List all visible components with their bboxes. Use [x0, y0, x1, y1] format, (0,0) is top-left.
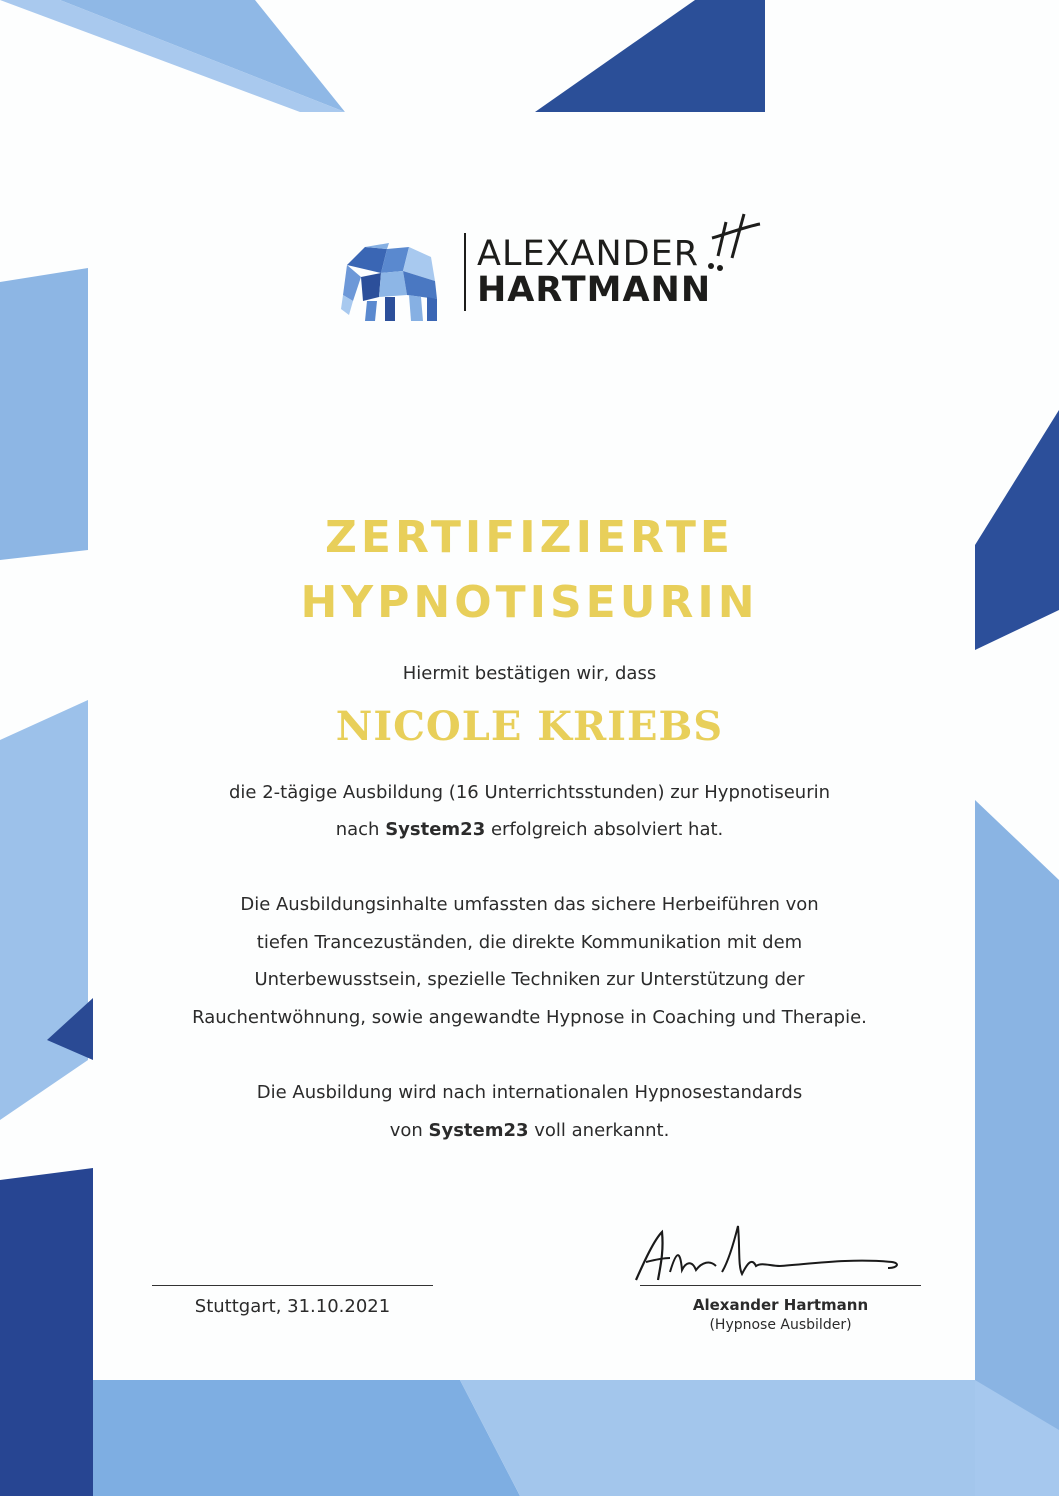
- certificate-title-line1: ZERTIFIZIERTE: [325, 512, 734, 563]
- date-signature-line: [152, 1285, 433, 1286]
- place-date: Stuttgart, 31.10.2021: [194, 1296, 391, 1317]
- recipient-name: NICOLE KRIEBS: [335, 703, 724, 750]
- paragraph-1-line-2: nach System23 erfolgreich absolviert hat.: [335, 819, 724, 840]
- certificate-title-line2: HYPNOTISEURIN: [300, 577, 759, 628]
- brand-name-last: HARTMANN: [477, 270, 712, 310]
- bg-shape-bottom-2: [460, 1380, 975, 1496]
- elephant-logo-icon: [337, 223, 447, 333]
- signer-role: (Hypnose Ausbilder): [709, 1317, 852, 1333]
- intro-text: Hiermit bestätigen wir, dass: [402, 663, 657, 684]
- paragraph-3-line-1: Die Ausbildung wird nach internationalen Hypnosestandards: [256, 1082, 803, 1103]
- paragraph-1-line-1: die 2-tägige Ausbildung (16 Unterrichtsstunden) zur Hypnotiseurin: [228, 782, 831, 803]
- bg-shape-bottom-1: [93, 1380, 520, 1496]
- bg-shape-top-right: [535, 0, 765, 112]
- bg-shape-bottom-left-navy: [0, 1168, 93, 1496]
- paragraph-3-line-2: von System23 voll anerkannt.: [389, 1120, 670, 1141]
- system-name: System23: [385, 819, 486, 840]
- signature-monogram-icon: [700, 208, 770, 278]
- signer-signature-line: [640, 1285, 921, 1286]
- paragraph-2-line-1: Die Ausbildungsinhalte umfassten das sichere Herbeiführen von: [240, 894, 819, 915]
- signer-name: Alexander Hartmann: [692, 1296, 869, 1314]
- system-name: System23: [428, 1120, 529, 1141]
- paragraph-2-line-3: Unterbewusstsein, spezielle Techniken zur Unterstützung der: [254, 969, 805, 990]
- brand-name-first: ALEXANDER: [477, 234, 700, 274]
- paragraph-2-line-2: tiefen Trancezuständen, die direkte Kommunikation mit dem: [256, 932, 803, 953]
- logo-divider: [464, 233, 466, 311]
- handwritten-signature: [630, 1222, 910, 1292]
- paragraph-2-line-4: Rauchentwöhnung, sowie angewandte Hypnose in Coaching und Therapie.: [192, 1007, 867, 1028]
